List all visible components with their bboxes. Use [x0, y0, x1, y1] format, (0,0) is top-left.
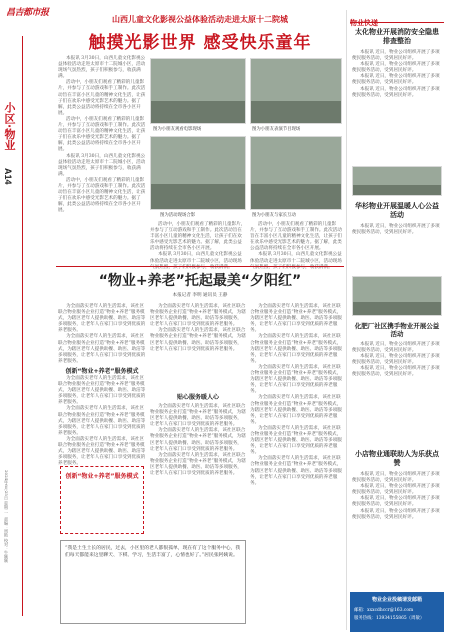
lead-photo-1: [150, 58, 246, 124]
contact-box-title: 物业企业投稿请发邮箱: [371, 597, 422, 603]
logo-text: 昌吉都市报: [6, 8, 49, 18]
feature-col2b: 为全面落实老年人的生活需求，该社区联合物业服务企业打造“物业+养老”服务模式，为辖区老年人提供助餐、助医、助洁等多项服务，让老年人在家门口享受到优质的养老服务。 为全面落实老年人的生活需求，该社区联合物业服务企业打造“物业+养老”服务模式，为辖区老年人提供助餐、助医、助洁等多项服务，让老年人在家门口享受到优质的养老服务。 为全面落实老年人的生活需求，该社区联合物业服务企业打造“物业+养老”服务模式，为辖区老年人提供助餐、助医、助洁等多项服务，让老年人在家门口享受到优质的养老服务。: [150, 404, 246, 477]
sidebar-item-4-title: 小店物业通联助人为乐获点赞: [355, 450, 439, 467]
sidebar-item-2-title: 华杉物业开展温暖人心公益活动: [355, 202, 439, 219]
lead-caption-2: 图为小朋友表演节目现场: [252, 127, 301, 132]
masthead-logo: [6, 8, 50, 30]
right-rule: [346, 10, 347, 630]
lead-caption-4: 图为小朋友与家长互动: [252, 213, 296, 218]
sidebar-header: 物业快递: [350, 19, 378, 27]
lead-photo-4: [250, 136, 342, 210]
feature-sub1: 创新“物业+养老”服务模式: [65, 368, 139, 375]
quote-text: “我是土生土长的居民，过去，小区里的老人都很孤单，现在有了这个服务中心，我们每天都能来这里聊天、下棋、学习，生活丰富了，心情也好了。”居民张阿姨说。: [65, 546, 241, 558]
contact-phone: 服务热线：13934155865（周敏）: [354, 616, 425, 621]
lead-body-col2: 活动中，小朋友们观看了精彩的儿童影片，并参与了互动游戏和手工制作。此次活动旨在丰富小区儿童的精神文化生活，让孩子们在欢乐中感受光影艺术的魅力。据了解，此类公益活动将持续在全市各小区开展。 本报讯 3月30日，山西儿童文化影视公益体验活动走进太原市十二院城小区，活动现场气氛热烈，孩子们积极参与，收获满满。: [150, 222, 246, 270]
feature-col2: 为全面落实老年人的生活需求，该社区联合物业服务企业打造“物业+养老”服务模式，为辖区老年人提供助餐、助医、助洁等多项服务，让老年人在家门口享受到优质的养老服务。 为全面落实老年人的生活需求，该社区联合物业服务企业打造“物业+养老”服务模式，为辖区老年人提供助餐、助医、助洁等多项服务，让老年人在家门口享受到优质的养老服务。: [150, 304, 246, 352]
sidebar-item-2-body: 本报讯 近日，物业公司组织开展了多项便民服务活动，受到居民好评。: [352, 224, 440, 236]
feature-pullbox: 创新“物业+养老”服务模式: [60, 466, 144, 534]
lead-body-col3: 活动中，小朋友们观看了精彩的儿童影片，并参与了互动游戏和手工制作。此次活动旨在丰富小区儿童的精神文化生活，让孩子们在欢乐中感受光影艺术的魅力。据了解，此类公益活动将持续在全市各小区开展。 本报讯 3月30日，山西儿童文化影视公益体验活动走进太原市十二院城小区，活动现场气氛热烈，孩子们积极参与，收获满满。: [250, 222, 342, 270]
section-divider: [56, 266, 344, 267]
feature-byline: 本报记者 李明 通讯员 王静: [172, 293, 228, 298]
date-line: 2024年6月25日 星期二 责编：周艳 校对：牛颖颖: [4, 470, 9, 563]
feature-col1: 为全面落实老年人的生活需求，该社区联合物业服务企业打造“物业+养老”服务模式，为辖区老年人提供助餐、助医、助洁等多项服务，让老年人在家门口享受到优质的养老服务。 为全面落实老年人的生活需求，该社区联合物业服务企业打造“物业+养老”服务模式，为辖区老年人提供助餐、助医、助洁等多项服务，让老年人在家门口享受到优质的养老服务。: [58, 304, 146, 364]
sidebar-header-rule: [350, 22, 444, 23]
page-label: A14: [3, 168, 13, 185]
lead-body-col1: 本报讯 3月30日，山西儿童文化影视公益体验活动走进太原市十二院城小区，活动现场气氛热烈，孩子们积极参与，收获满满。 活动中，小朋友们观看了精彩的儿童影片，并参与了互动游戏和手工制作。此次活动旨在丰富小区儿童的精神文化生活，让孩子们在欢乐中感受光影艺术的魅力。据了解，此类公益活动将持续在全市各小区开展。 活动中，小朋友们观看了精彩的儿童影片，并参与了互动游戏和手工制作。此次活动旨在丰富小区儿童的精神文化生活，让孩子们在欢乐中感受光影艺术的魅力。据了解，此类公益活动将持续在全市各小区开展。 本报讯 3月30日，山西儿童文化影视公益体验活动走进太原市十二院城小区，活动现场气氛热烈，孩子们积极参与，收获满满。 活动中，小朋友们观看了精彩的儿童影片，并参与了互动游戏和手工制作。此次活动旨在丰富小区儿童的精神文化生活，让孩子们在欢乐中感受光影艺术的魅力。据了解，此类公益活动将持续在全市各小区开展。: [58, 56, 146, 214]
sidebar-item-1-title: 太化物业开展消防安全隐患排查整治: [355, 28, 439, 45]
lead-title: 触摸光影世界 感受快乐童年: [88, 33, 312, 53]
lead-caption-3: 图为活动现场合影: [160, 213, 196, 218]
feature-col3: 为全面落实老年人的生活需求，该社区联合物业服务企业打造“物业+养老”服务模式，为辖区老年人提供助餐、助医、助洁等多项服务，让老年人在家门口享受到优质的养老服务。 为全面落实老年人的生活需求，该社区联合物业服务企业打造“物业+养老”服务模式，为辖区老年人提供助餐、助医、助洁等多项服务，让老年人在家门口享受到优质的养老服务。 为全面落实老年人的生活需求，该社区联合物业服务企业打造“物业+养老”服务模式，为辖区老年人提供助餐、助医、助洁等多项服务，让老年人在家门口享受到优质的养老服务。 为全面落实老年人的生活需求，该社区联合物业服务企业打造“物业+养老”服务模式，为辖区老年人提供助餐、助医、助洁等多项服务，让老年人在家门口享受到优质的养老服务。 为全面落实老年人的生活需求，该社区联合物业服务企业打造“物业+养老”服务模式，为辖区老年人提供助餐、助医、助洁等多项服务，让老年人在家门口享受到优质的养老服务。 为全面落实老年人的生活需求，该社区联合物业服务企业打造“物业+养老”服务模式，为辖区老年人提供助餐、助医、助洁等多项服务，让老年人在家门口享受到优质的养老服务。: [250, 304, 342, 486]
sidebar-item-1-body: 本报讯 近日，物业公司组织开展了多项便民服务活动，受到居民好评。 本报讯 近日，物业公司组织开展了多项便民服务活动，受到居民好评。 本报讯 近日，物业公司组织开展了多项便民服务活动，受到居民好评。 本报讯 近日，物业公司组织开展了多项便民服务活动，受到居民好评。: [352, 50, 440, 98]
feature-col1b: 为全面落实老年人的生活需求，该社区联合物业服务企业打造“物业+养老”服务模式，为辖区老年人提供助餐、助医、助洁等多项服务，让老年人在家门口享受到优质的养老服务。 为全面落实老年人的生活需求，该社区联合物业服务企业打造“物业+养老”服务模式，为辖区老年人提供助餐、助医、助洁等多项服务，让老年人在家门口享受到优质的养老服务。 为全面落实老年人的生活需求，该社区联合物业服务企业打造“物业+养老”服务模式，为辖区老年人提供助餐、助医、助洁等多项服务，让老年人在家门口享受到优质的养老服务。: [58, 376, 146, 467]
sidebar-item-4-body: 本报讯 近日，物业公司组织开展了多项便民服务活动，受到居民好评。 本报讯 近日，物业公司组织开展了多项便民服务活动，受到居民好评。 本报讯 近日，物业公司组织开展了多项便民服务活动，受到居民好评。 本报讯 近日，物业公司组织开展了多项便民服务活动，受到居民好评。: [352, 472, 440, 520]
sidebar-photo-1: [352, 166, 442, 196]
contact-box: [350, 592, 444, 632]
sidebar-photo-2: [352, 276, 442, 316]
lead-photo-2: [250, 58, 342, 124]
sidebar-item-3-title: 化肥厂社区携手物业开展公益活动: [354, 322, 440, 338]
lead-kicker: 山西儿童文化影视公益体验活动走进太原十二院城: [112, 15, 288, 24]
section-title: 小区·物业: [3, 102, 16, 151]
sidebar-item-3-body: 本报讯 近日，物业公司组织开展了多项便民服务活动，受到居民好评。 本报讯 近日，物业公司组织开展了多项便民服务活动，受到居民好评。 本报讯 近日，物业公司组织开展了多项便民服务活动，受到居民好评。: [352, 342, 440, 378]
quote-box: [60, 540, 246, 624]
feature-sub2: 贴心服务暖人心: [176, 394, 219, 401]
lead-photo-3: [150, 136, 246, 210]
lead-caption-1: 图为小朋友观看电影现场: [153, 127, 202, 132]
contact-email[interactable]: 邮箱：xxxcdhccr@163.com: [354, 608, 414, 613]
feature-title: “物业+养老”托起最美“夕阳红”: [98, 273, 302, 289]
